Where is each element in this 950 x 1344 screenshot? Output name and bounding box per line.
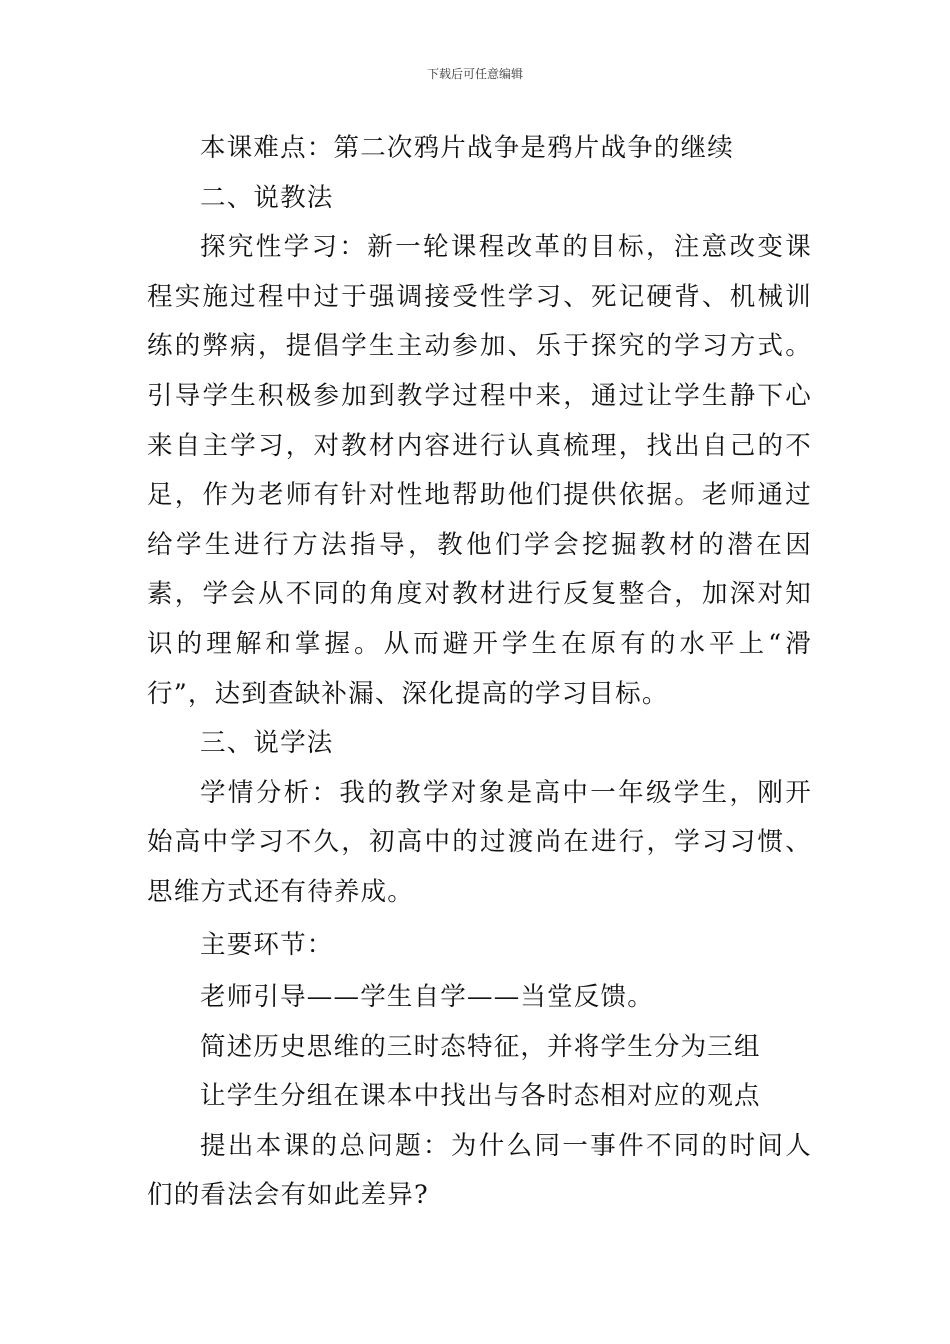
page-header: 下载后可任意编辑 [426, 67, 523, 81]
heading-learning-method: 三、说学法 [200, 728, 334, 759]
paragraph-main-steps: 老师引导——学生自学——当堂反馈。 [200, 982, 654, 1013]
paragraph-main-question: 提出本课的总问题：为什么同一事件不同的时间人们的看法会有如此差异? [147, 1130, 812, 1211]
document-body [147, 124, 812, 1221]
paragraph-group-work: 让学生分组在课本中找出与各时态相对应的观点 [200, 1081, 761, 1112]
paragraph-learner-analysis: 学情分析：我的教学对象是高中一年级学生，刚开始高中学习不久，初高中的过渡尚在进行，学习习惯、思维方式还有待养成。 [147, 777, 812, 907]
paragraph-main-steps-label: 主要环节： [200, 929, 334, 960]
paragraph-three-tenses: 简述历史思维的三时态特征，并将学生分为三组 [200, 1031, 761, 1062]
heading-teaching-method: 二、说教法 [200, 182, 334, 213]
paragraph-inquiry-learning: 探究性学习：新一轮课程改革的目标，注意改变课程实施过程中过于强调接受性学习、死记硬背、机械训练的弊病，提倡学生主动参加、乐于探究的学习方式。引导学生积极参加到教学过程中来，通过让学生静下心来自主学习，对教材内容进行认真梳理，找出自己的不足，作为老师有针对性地帮助他们提供依据。老师通过给学生进行方法指导，教他们学会挖掘教材的潜在因素，学会从不同的角度对教材进行反复整合，加深对知识的理解和掌握。从而避开学生在原有的水平上“滑行”，达到查缺补漏、深化提高的学习目标。 [147, 232, 812, 709]
paragraph-difficulty: 本课难点：第二次鸦片战争是鸦片战争的继续 [200, 133, 735, 163]
